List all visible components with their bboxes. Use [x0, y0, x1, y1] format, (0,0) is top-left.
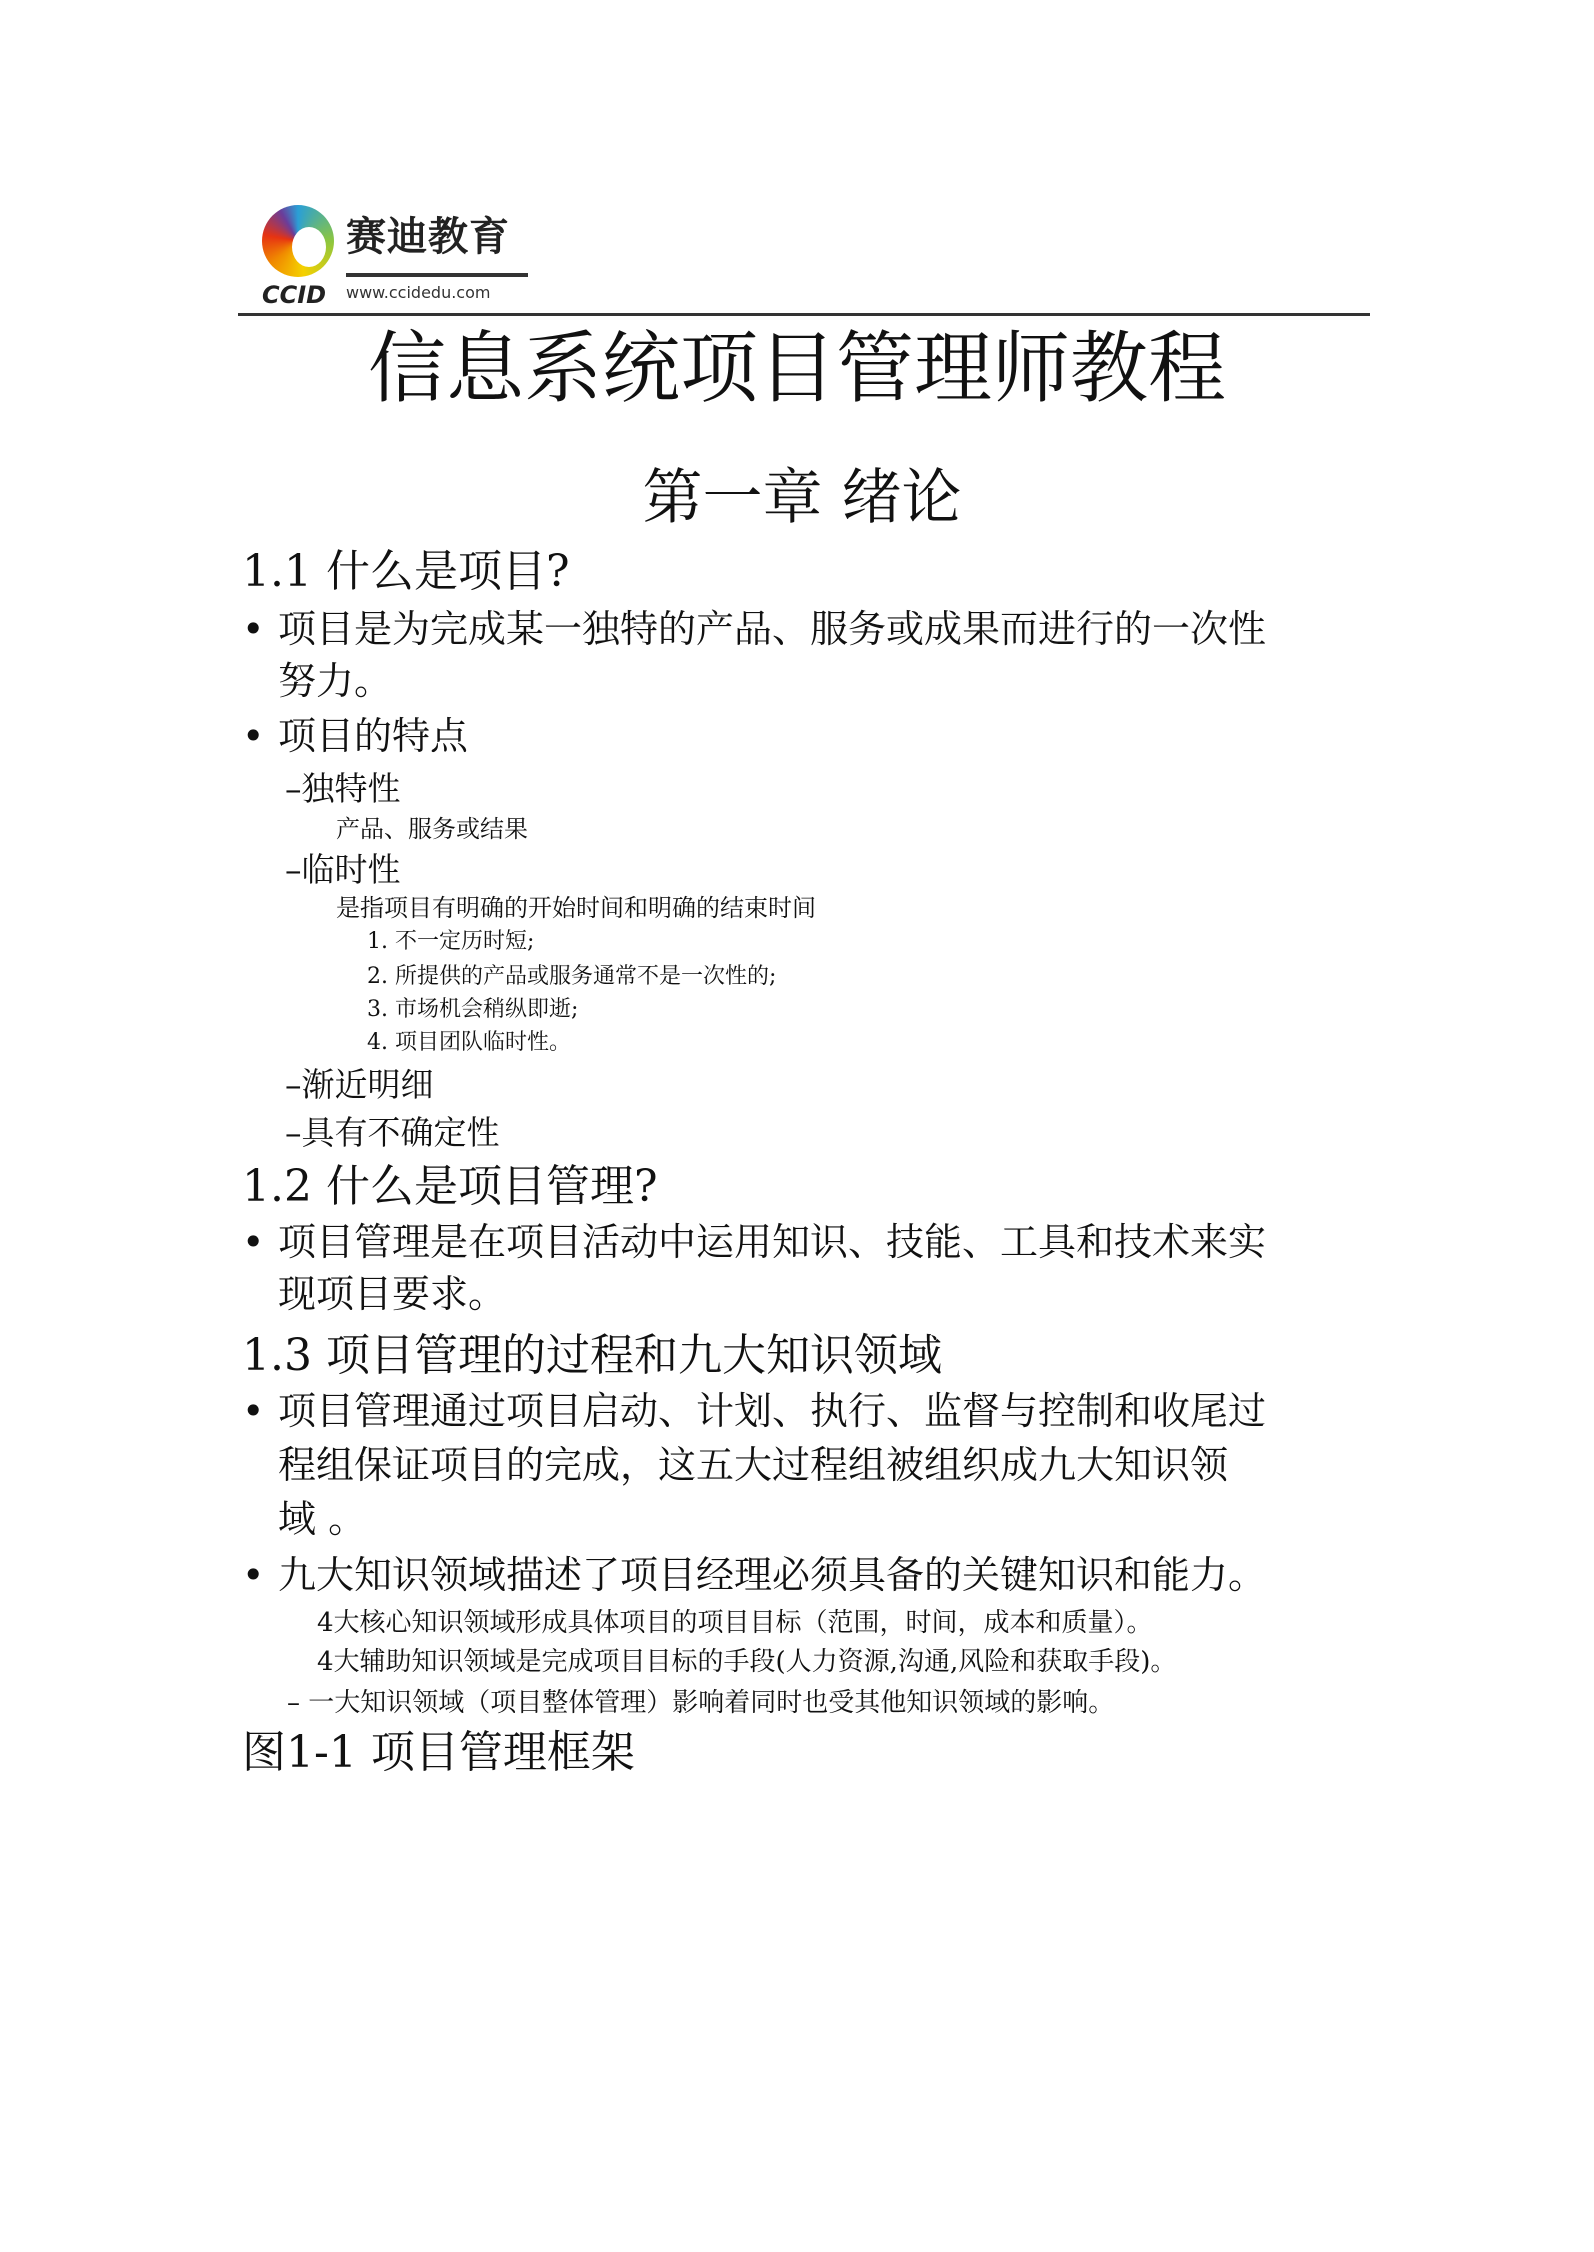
bullet-text: 项目的特点: [278, 714, 469, 758]
header-rule: [238, 313, 1370, 316]
numbered-item: 4. 项目团队临时性。: [367, 1030, 571, 1055]
bullet-continuation: 努力。: [278, 659, 393, 703]
section-1-1-heading: 1.1 什么是项目?: [242, 546, 570, 597]
section-1-2-heading: 1.2 什么是项目管理?: [242, 1161, 658, 1212]
logo-url: www.ccidedu.com: [346, 283, 491, 302]
bullet-item: • 九大知识领域描述了项目经理必须具备的关键知识和能力。: [242, 1553, 1267, 1597]
logo-divider: [346, 273, 528, 277]
bullet-continuation: 程组保证项目的完成，这五大过程组被组织成九大知识领: [278, 1443, 1229, 1487]
bullet-continuation: 现项目要求。: [278, 1272, 507, 1316]
sub-item: –渐近明细: [285, 1065, 434, 1104]
sub-note: 产品、服务或结果: [336, 815, 528, 843]
bullet-text: 九大知识领域描述了项目经理必须具备的关键知识和能力。: [278, 1553, 1267, 1597]
bullet-item: • 项目是为完成某一独特的产品、服务或成果而进行的一次性: [242, 607, 1267, 651]
bullet-item: • 项目的特点: [242, 714, 469, 758]
sub-item: –临时性: [285, 850, 401, 889]
logo-cn-text: 赛迪教育: [346, 214, 510, 260]
bullet-text: 项目是为完成某一独特的产品、服务或成果而进行的一次性: [278, 607, 1267, 651]
chapter-title: 第一章 绪论: [642, 463, 962, 533]
bullet-continuation: 域 。: [278, 1497, 367, 1541]
sub-item: –具有不确定性: [285, 1113, 500, 1152]
document-title: 信息系统项目管理师教程: [367, 324, 1226, 414]
bullet-item: • 项目管理是在项目活动中运用知识、技能、工具和技术来实: [242, 1220, 1267, 1264]
knowledge-note: 4大核心知识领域形成具体项目的项目目标（范围，时间，成本和质量）。: [317, 1608, 1153, 1638]
numbered-item: 1. 不一定历时短;: [367, 929, 535, 954]
knowledge-note: 4大辅助知识领域是完成项目目标的手段(人力资源,沟通,风险和获取手段)。: [317, 1647, 1177, 1677]
bullet-text: 项目管理通过项目启动、计划、执行、监督与控制和收尾过: [278, 1389, 1267, 1433]
ccid-logo: [262, 205, 542, 310]
knowledge-note: – 一大知识领域（项目整体管理）影响着同时也受其他知识领域的影响。: [287, 1688, 1115, 1718]
sub-note: 是指项目有明确的开始时间和明确的结束时间: [336, 894, 816, 922]
numbered-item: 2. 所提供的产品或服务通常不是一次性的;: [367, 964, 777, 989]
sub-item: –独特性: [285, 769, 401, 808]
logo-mark-icon: [262, 205, 334, 277]
logo-en-text: CCID: [262, 281, 327, 309]
figure-caption: 图1-1 项目管理框架: [242, 1727, 635, 1778]
section-1-3-heading: 1.3 项目管理的过程和九大知识领域: [242, 1330, 942, 1381]
bullet-text: 项目管理是在项目活动中运用知识、技能、工具和技术来实: [278, 1220, 1267, 1264]
bullet-item: • 项目管理通过项目启动、计划、执行、监督与控制和收尾过: [242, 1389, 1267, 1433]
numbered-item: 3. 市场机会稍纵即逝;: [367, 997, 579, 1022]
